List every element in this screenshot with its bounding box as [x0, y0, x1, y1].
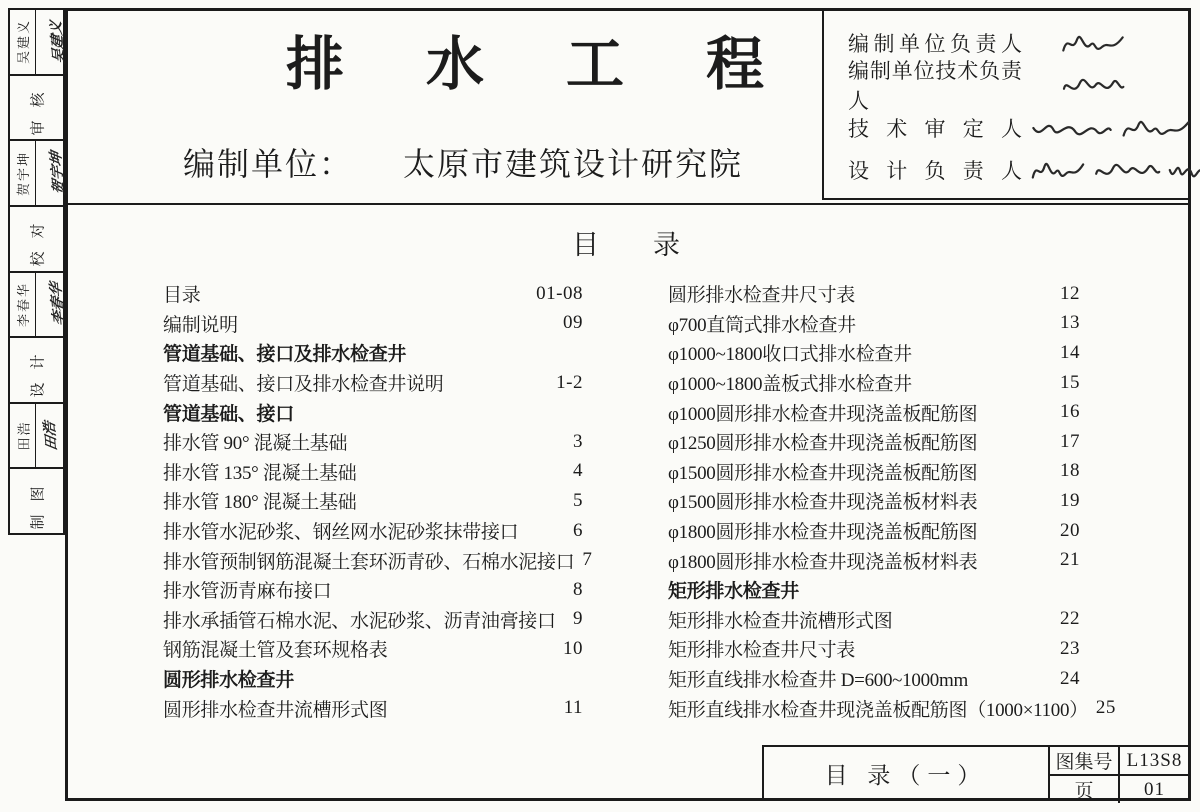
toc-row [163, 634, 583, 664]
toc-entry-page: 16 [1060, 401, 1080, 423]
toc-entry-title: φ1000~1800收口式排水检查井 [668, 344, 912, 366]
title-block [762, 745, 1191, 801]
printed-name: 贺宇坤 [16, 150, 32, 196]
toc-row [668, 338, 1080, 368]
toc-row [668, 664, 1080, 694]
toc-row [668, 397, 1080, 427]
toc-row [668, 486, 1080, 516]
toc-row [668, 368, 1080, 398]
toc-entry-page: 20 [1060, 519, 1080, 541]
handwritten-signature-cell [36, 404, 64, 468]
page-number-row [1050, 776, 1189, 803]
toc-entry-page: 6 [573, 519, 583, 541]
sidebar-role-cell [10, 76, 63, 142]
toc-entry-title: 管道基础、接口及排水检查井 [163, 344, 407, 366]
toc-entry-title: 目录 [163, 285, 201, 307]
signature-area [1022, 155, 1200, 185]
responsible-persons-box [822, 11, 1189, 200]
sidebar-name-cell [10, 273, 68, 339]
toc-row [163, 693, 583, 723]
printed-name: 田浩 [16, 420, 32, 451]
toc-entry-title: 排水管沥青麻布接口 [163, 581, 332, 603]
atlas-number-row [1050, 747, 1189, 776]
title-block-meta [1048, 747, 1189, 802]
printed-name-cell [10, 141, 36, 205]
toc-row [668, 693, 1116, 723]
page-number-label: 页 [1050, 776, 1120, 803]
toc-entry-title: φ700直筒式排水检查井 [668, 314, 856, 336]
atlas-number-value: L13S8 [1126, 749, 1183, 771]
toc-entry-page: 25 [1095, 697, 1116, 719]
handwritten-signature: 田浩 [42, 420, 61, 452]
toc-entry-title: 排水管预制钢筋混凝土套环沥青砂、石棉水泥接口 [163, 551, 575, 573]
toc-entry-title: 矩形排水检查井 [668, 581, 799, 603]
handwritten-signature: 吴建义 [49, 19, 68, 65]
toc-entry-title: 管道基础、接口 [163, 403, 294, 425]
toc-entry-page: 24 [1060, 667, 1080, 689]
toc-column-left [163, 279, 593, 723]
document-title: 排水工程 [286, 32, 847, 97]
toc-entry-page: 8 [573, 578, 583, 600]
toc-entry-title: 排水管 90° 混凝土基础 [163, 433, 348, 455]
role-label: 校对 [30, 210, 47, 267]
compiling-unit-name: 太原市建筑设计研究院 [403, 146, 744, 182]
toc-entry-page: 12 [1060, 282, 1080, 304]
sidebar-name-cell [10, 141, 68, 207]
toc-row [163, 427, 583, 457]
sidebar-role-cell [10, 469, 63, 533]
toc-entry-title: 钢筋混凝土管及套环规格表 [163, 640, 388, 662]
printed-name-cell [10, 404, 36, 468]
toc-entry-title: φ1000圆形排水检查井现浇盖板配筋图 [668, 403, 978, 425]
toc-entry-title: 管道基础、接口及排水检查井说明 [163, 374, 444, 396]
role-label: 制图 [30, 473, 47, 530]
toc-entry-page: 1-2 [556, 371, 583, 393]
toc-row [668, 516, 1080, 546]
sidebar-name-cell [10, 404, 63, 470]
sheet-title: 目 录（一） [824, 762, 988, 788]
toc-entry-title: 圆形排水检查井尺寸表 [668, 285, 856, 307]
toc-entry-page: 14 [1060, 341, 1080, 363]
toc-entry-page: 13 [1060, 312, 1080, 334]
toc-row [163, 664, 583, 694]
toc-entry-title: 排水管 180° 混凝土基础 [163, 492, 357, 514]
signature-scribble [1060, 28, 1126, 58]
toc-row [668, 634, 1080, 664]
toc-entry-title: φ1500圆形排水检查井现浇盖板材料表 [668, 492, 978, 514]
handwritten-signature-cell [36, 141, 78, 205]
responsible-person-label: 编制单位技术负责人 [848, 59, 1022, 114]
toc-entry-page: 22 [1060, 608, 1080, 630]
page-number-value: 01 [1144, 778, 1165, 800]
toc-entry-title: 矩形直线排水检查井现浇盖板配筋图（1000×1100） [668, 699, 1088, 721]
printed-name-cell [10, 273, 36, 337]
signature-sidebar [8, 8, 68, 535]
signature-scribble [1120, 113, 1192, 143]
toc-entry-title: 矩形直线排水检查井 D=600~1000mm [668, 670, 968, 692]
toc-row [668, 605, 1080, 635]
toc-entry-page: 3 [573, 430, 583, 452]
signature-area [1022, 28, 1183, 58]
sidebar-role-cell [10, 338, 63, 404]
toc-entry-title: φ1800圆形排水检查井现浇盖板材料表 [668, 551, 978, 573]
printed-name-cell [10, 10, 36, 74]
toc-entry-title: 排水管 135° 混凝土基础 [163, 462, 357, 484]
toc-row [163, 338, 583, 368]
toc-row [668, 457, 1080, 487]
toc-heading: 目 录 [572, 230, 680, 260]
handwritten-signature: 李春华 [49, 281, 68, 328]
toc-row [668, 545, 1080, 575]
toc-entry-title: 圆形排水检查井 [163, 670, 294, 692]
compiling-unit-label: 编制单位： [183, 146, 354, 182]
signature-area [1022, 113, 1192, 143]
handwritten-signature-cell [36, 10, 78, 74]
toc-entry-page: 5 [573, 489, 583, 511]
toc-entry-page: 18 [1060, 460, 1080, 482]
toc-entry-title: φ1250圆形排水检查井现浇盖板配筋图 [668, 433, 978, 455]
toc-row [668, 575, 1080, 605]
signature-scribble [1168, 155, 1200, 185]
toc-entry-page: 4 [573, 460, 583, 482]
responsible-person-label: 编制单位负责人 [848, 32, 1022, 56]
toc-row [163, 605, 583, 635]
toc-entry-title: 编制说明 [163, 314, 238, 336]
toc-column-right [668, 279, 1116, 723]
toc-entry-title: 矩形排水检查井流槽形式图 [668, 610, 893, 632]
toc-entry-title: 排水承插管石棉水泥、水泥砂浆、沥青油膏接口 [163, 610, 556, 632]
toc-row [163, 486, 583, 516]
toc-row [163, 575, 583, 605]
toc-entry-page: 09 [563, 312, 583, 334]
toc-entry-page: 7 [582, 549, 593, 571]
toc-entry-title: φ1000~1800盖板式排水检查井 [668, 374, 912, 396]
toc-entry-title: φ1500圆形排水检查井现浇盖板配筋图 [668, 462, 978, 484]
toc-row [163, 516, 583, 546]
signature-scribble [1030, 113, 1114, 143]
toc-entry-title: 矩形排水检查井尺寸表 [668, 640, 856, 662]
printed-name: 李春华 [16, 281, 32, 327]
toc-row [163, 545, 593, 575]
header-divider [68, 203, 1188, 205]
toc-row [163, 457, 583, 487]
printed-name: 吴建义 [16, 19, 32, 65]
responsible-person-label: 技术审定人 [848, 116, 1022, 141]
role-label: 审核 [30, 79, 47, 136]
toc-entry-page: 10 [563, 637, 583, 659]
toc-entry-page: 01-08 [536, 282, 583, 304]
responsible-person-label: 设计负责人 [848, 158, 1022, 183]
responsible-person-row [848, 108, 1183, 148]
sidebar-role-cell [10, 207, 63, 273]
signature-scribble [1060, 70, 1126, 100]
responsible-person-row [848, 59, 1183, 114]
toc-entry-page: 23 [1060, 637, 1080, 659]
signature-scribble [1092, 155, 1162, 185]
toc-row [668, 309, 1080, 339]
toc-entry-page: 21 [1060, 549, 1080, 571]
toc-entry-page: 19 [1060, 489, 1080, 511]
toc-row [668, 427, 1080, 457]
sidebar-name-cell [10, 10, 68, 76]
toc-row [163, 279, 583, 309]
handwritten-signature-cell [36, 273, 78, 337]
toc-row [163, 309, 583, 339]
toc-entry-title: 圆形排水检查井流槽形式图 [163, 699, 388, 721]
toc-entry-page: 17 [1060, 430, 1080, 452]
responsible-person-row [848, 150, 1183, 190]
toc-entry-title: 排水管水泥砂浆、钢丝网水泥砂浆抹带接口 [163, 522, 519, 544]
handwritten-signature: 贺宇坤 [49, 150, 68, 196]
toc-entry-page: 9 [573, 608, 583, 630]
toc-entry-page: 11 [563, 697, 583, 719]
signature-area [1022, 70, 1183, 100]
signature-scribble [1030, 155, 1086, 185]
toc-row [163, 368, 583, 398]
toc-entry-title: φ1800圆形排水检查井现浇盖板配筋图 [668, 522, 978, 544]
compiling-unit-line [183, 139, 743, 185]
toc-row [668, 279, 1080, 309]
role-label: 设计 [30, 341, 47, 398]
toc-row [163, 397, 583, 427]
toc-entry-page: 15 [1060, 371, 1080, 393]
atlas-number-label: 图集号 [1050, 747, 1120, 774]
